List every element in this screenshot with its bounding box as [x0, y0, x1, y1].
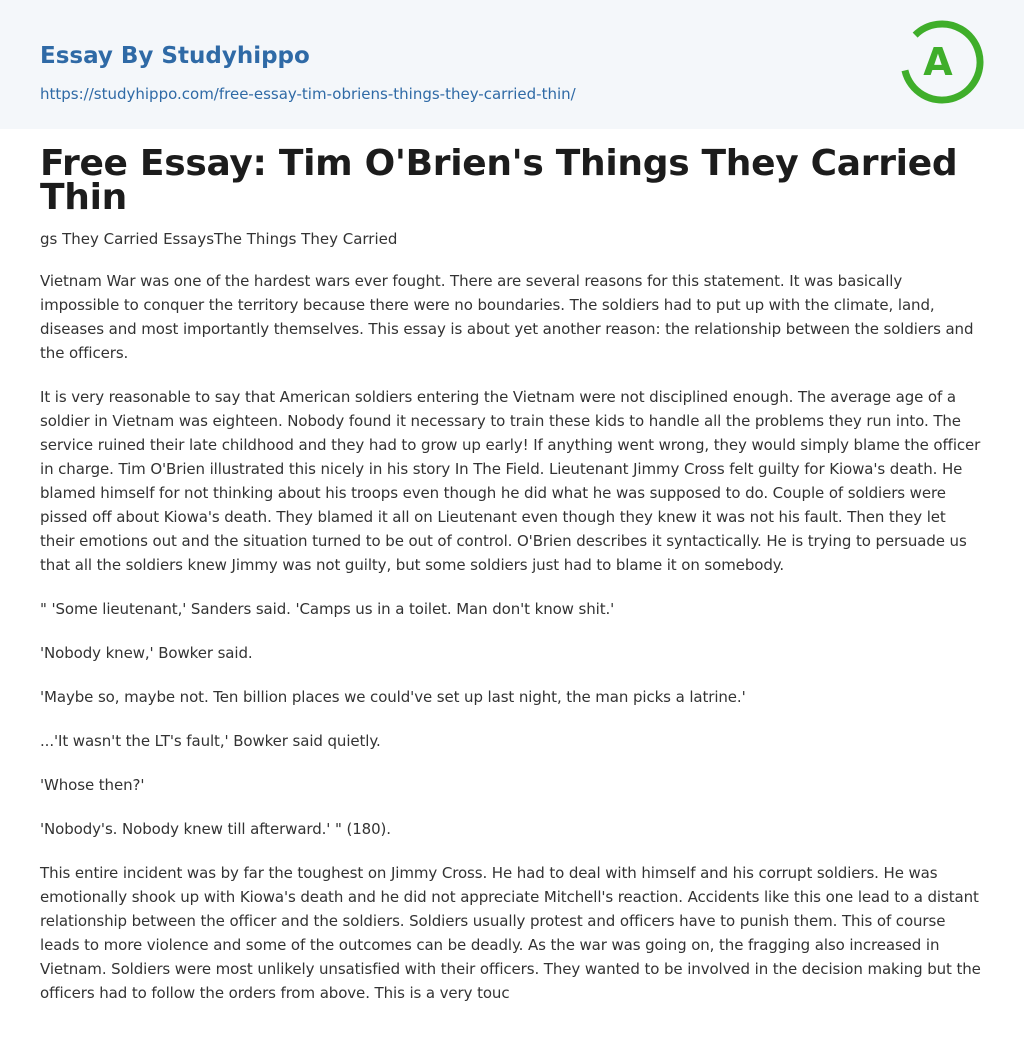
page-title: Free Essay: Tim O'Brien's Things They Carried Thin: [40, 143, 958, 218]
article: [0, 129, 1024, 1005]
site-header: [0, 0, 1024, 129]
article-body: [40, 269, 984, 1005]
paragraph: This entire incident was by far the toughest on Jimmy Cross. He had to deal with himself and his corrupt soldiers. He was emotionally shook up with Kiowa's death and he did not appreciate Mitchell's reaction. Accidents like this one lead to a distant relationship between the officer and the soldiers. Soldiers usually protest and officers have to punish them. This of course leads to more violence and some of the outcomes can be deadly. As the war was going on, the fragging also increased in Vietnam. Soldiers were most unlikely unsatisfied with their officers. They wanted to be involved in the decision making but the officers had to follow the orders from above. This is a very touc: [40, 864, 981, 1002]
paragraph: 'Maybe so, maybe not. Ten billion places we could've set up last night, the man picks a latrine.': [40, 688, 746, 706]
logo-letter: A: [923, 40, 953, 84]
paragraph: " 'Some lieutenant,' Sanders said. 'Camps us in a toilet. Man don't know shit.': [40, 600, 615, 618]
paragraph: It is very reasonable to say that American soldiers entering the Vietnam were not disciplined enough. The average age of a soldier in Vietnam was eighteen. Nobody found it necessary to train these kids to handle all the problems they run into. The service ruined their late childhood and they had to grow up early! If anything went wrong, they would simply blame the officer in charge. Tim O'Brien illustrated this nicely in his story In The Field. Lieutenant Jimmy Cross felt guilty for Kiowa's death. He blamed himself for not thinking about his troops even though he did what he was supposed to do. Couple of soldiers were pissed off about Kiowa's death. They blamed it all on Lieutenant even though they knew it was not his fault. Then they let their emotions out and the situation turned to be out of control. O'Brien describes it syntactically. He is trying to persuade us that all the soldiers knew Jimmy was not guilty, but some soldiers just had to blame it on somebody.: [40, 388, 981, 574]
brand-title[interactable]: Essay By Studyhippo: [40, 43, 310, 69]
paragraph: 'Nobody knew,' Bowker said.: [40, 644, 253, 662]
source-url-link[interactable]: https://studyhippo.com/free-essay-tim-obriens-things-they-carried-thin/: [40, 85, 576, 103]
paragraph: 'Nobody's. Nobody knew till afterward.' " (180).: [40, 820, 391, 838]
paragraph: 'Whose then?': [40, 776, 145, 794]
article-subtitle: gs They Carried EssaysThe Things They Carried: [40, 230, 398, 248]
paragraph: Vietnam War was one of the hardest wars ever fought. There are several reasons for this statement. It was basically impossible to conquer the territory because there were no boundaries. The soldiers had to put up with the climate, land, diseases and most importantly themselves. This essay is about yet another reason: the relationship between the soldiers and the officers.: [40, 272, 974, 362]
studyhippo-logo-icon[interactable]: [900, 20, 984, 104]
paragraph: ...'It wasn't the LT's fault,' Bowker said quietly.: [40, 732, 381, 750]
